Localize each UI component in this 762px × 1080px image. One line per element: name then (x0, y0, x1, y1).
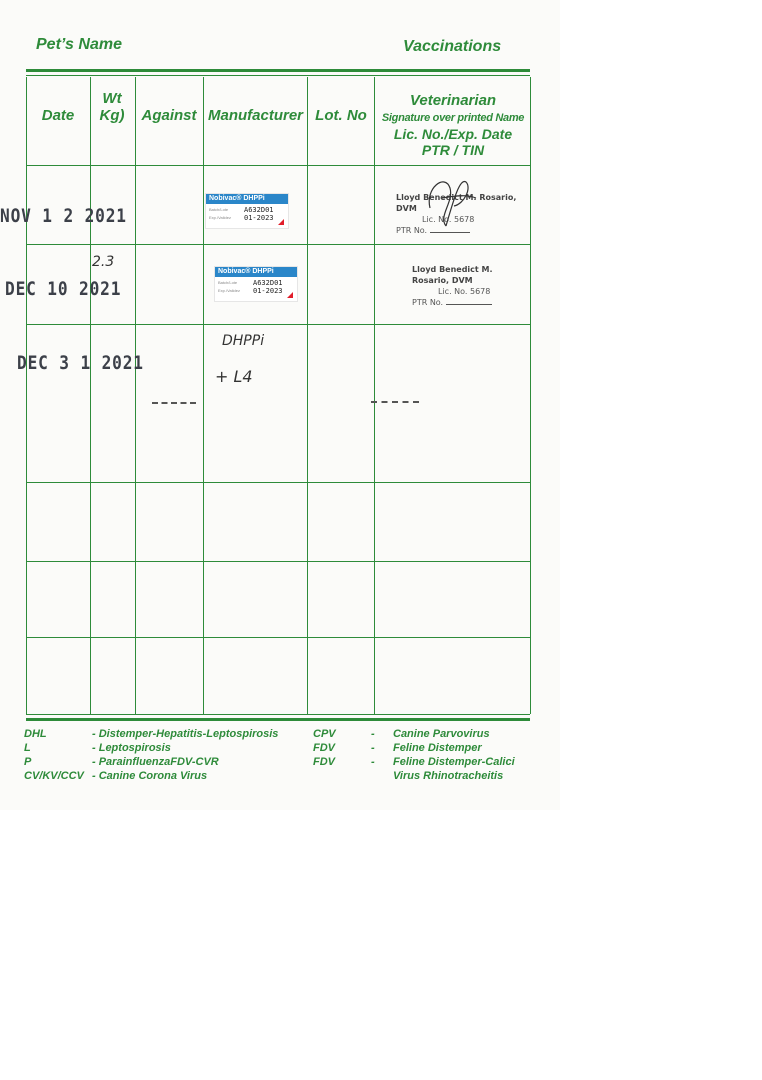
fold-mark (152, 402, 196, 406)
top-rule (26, 69, 530, 72)
sticker-batch-label: Batch/Lote (209, 207, 229, 212)
sticker-lot (253, 279, 283, 295)
legend-abbr: CPV (313, 728, 336, 740)
legend-desc: Feline Distemper (393, 742, 482, 754)
bottom-rule-thin (26, 714, 530, 715)
sticker-labels (218, 279, 240, 295)
legend-desc: - Distemper-Hepatitis-Leptospirosis (92, 728, 279, 740)
sticker-exp-label: Exp./Validez (209, 215, 231, 220)
vaccinations-label: Vaccinations (403, 38, 502, 55)
column-divider (90, 77, 91, 714)
column-divider (203, 77, 204, 714)
table-border-left (26, 77, 27, 714)
vaccine-sticker (214, 266, 298, 302)
date-stamp: NOV 1 2 2021 (0, 205, 127, 227)
legend-left (24, 727, 278, 783)
legend-item (24, 741, 278, 755)
vaccine-sticker (205, 193, 289, 229)
vet-lic: Lic. No. 5678 (438, 287, 491, 296)
legend-dash: - (371, 728, 375, 740)
legend-desc: Canine Parvovirus (393, 728, 490, 740)
column-header-against: Against (141, 107, 197, 124)
column-divider (374, 77, 375, 714)
vet-ptr-label: PTR No. (412, 298, 444, 307)
column-header-signature: Signature over printed Name (381, 112, 525, 124)
fold-mark (371, 401, 419, 405)
sticker-lot-number: A632D01 (253, 279, 283, 287)
row-line (26, 561, 530, 562)
vet-ptr (412, 297, 528, 308)
legend-abbr: L (24, 742, 31, 754)
sticker-brand: Nobivac® DHPPi (206, 194, 288, 204)
top-rule-thin (26, 75, 530, 76)
column-divider (307, 77, 308, 714)
table-border-right (530, 77, 531, 714)
date-stamp: DEC 3 1 2021 (17, 352, 144, 374)
sticker-exp-date: 01-2023 (253, 287, 283, 295)
sticker-lot (244, 206, 274, 222)
legend-abbr: FDV (313, 756, 335, 768)
manufacturer-handwritten-2: + L4 (215, 367, 253, 386)
column-header-kg: Kg) (99, 107, 125, 124)
vet-stamp (412, 264, 528, 308)
row-line (26, 244, 530, 245)
column-header-wt: Wt (102, 90, 122, 107)
column-header-veterinarian: Veterinarian (409, 92, 497, 109)
column-header-date: Date (41, 107, 75, 124)
legend-dash: - (371, 742, 375, 754)
bottom-rule (26, 718, 530, 721)
vet-lic: Lic. No. 5678 (422, 215, 475, 224)
row-line (26, 324, 530, 325)
sticker-red-mark (287, 292, 293, 298)
signature-scribble (420, 168, 480, 234)
legend-item (313, 741, 515, 755)
sticker-exp-label: Exp./Validez (218, 288, 240, 293)
legend-desc: Feline Distemper-Calici (393, 756, 515, 768)
legend-right (313, 727, 515, 783)
sticker-exp-date: 01-2023 (244, 214, 274, 222)
legend-item (313, 755, 515, 769)
legend-abbr: P (24, 756, 32, 768)
date-stamp: DEC 10 2021 (5, 278, 122, 300)
row-line (26, 637, 530, 638)
legend-dash: - (371, 756, 375, 768)
legend-abbr: CV/KV/CCV (24, 770, 84, 782)
column-header-ptr: PTR / TIN (421, 142, 485, 158)
legend-abbr: DHL (24, 728, 47, 740)
vet-name: Lloyd Benedict M. Rosario, DVM (396, 193, 517, 213)
sticker-lot-number: A632D01 (244, 206, 274, 214)
column-divider (135, 77, 136, 714)
legend-item (24, 755, 278, 769)
legend-item (313, 727, 515, 741)
sticker-brand: Nobivac® DHPPi (215, 267, 297, 277)
row-line (26, 165, 530, 166)
weight-handwritten: 2.3 (92, 254, 115, 270)
legend-desc: - Canine Corona Virus (92, 770, 208, 782)
column-header-manufacturer: Manufacturer (207, 107, 304, 124)
legend-item (24, 727, 278, 741)
legend-desc: - Leptospirosis (92, 742, 171, 754)
pets-name-label: Pet’s Name (36, 36, 122, 53)
sticker-batch-label: Batch/Lote (218, 280, 238, 285)
vet-ptr-label: PTR No. (396, 226, 428, 235)
legend-item (24, 769, 278, 783)
manufacturer-handwritten-1: DHPPi (222, 333, 265, 349)
legend-desc: Virus Rhinotracheitis (393, 770, 504, 782)
sticker-red-mark (278, 219, 284, 225)
vet-name: Lloyd Benedict M. Rosario, DVM (412, 265, 493, 285)
legend-desc: - ParainfluenzaFDV-CVR (92, 756, 219, 768)
legend-abbr: FDV (313, 742, 335, 754)
sticker-labels (209, 206, 231, 222)
column-header-lot: Lot. No (315, 107, 367, 124)
column-header-lic: Lic. No./Exp. Date (393, 126, 513, 142)
legend-item (313, 769, 515, 783)
row-line (26, 482, 530, 483)
